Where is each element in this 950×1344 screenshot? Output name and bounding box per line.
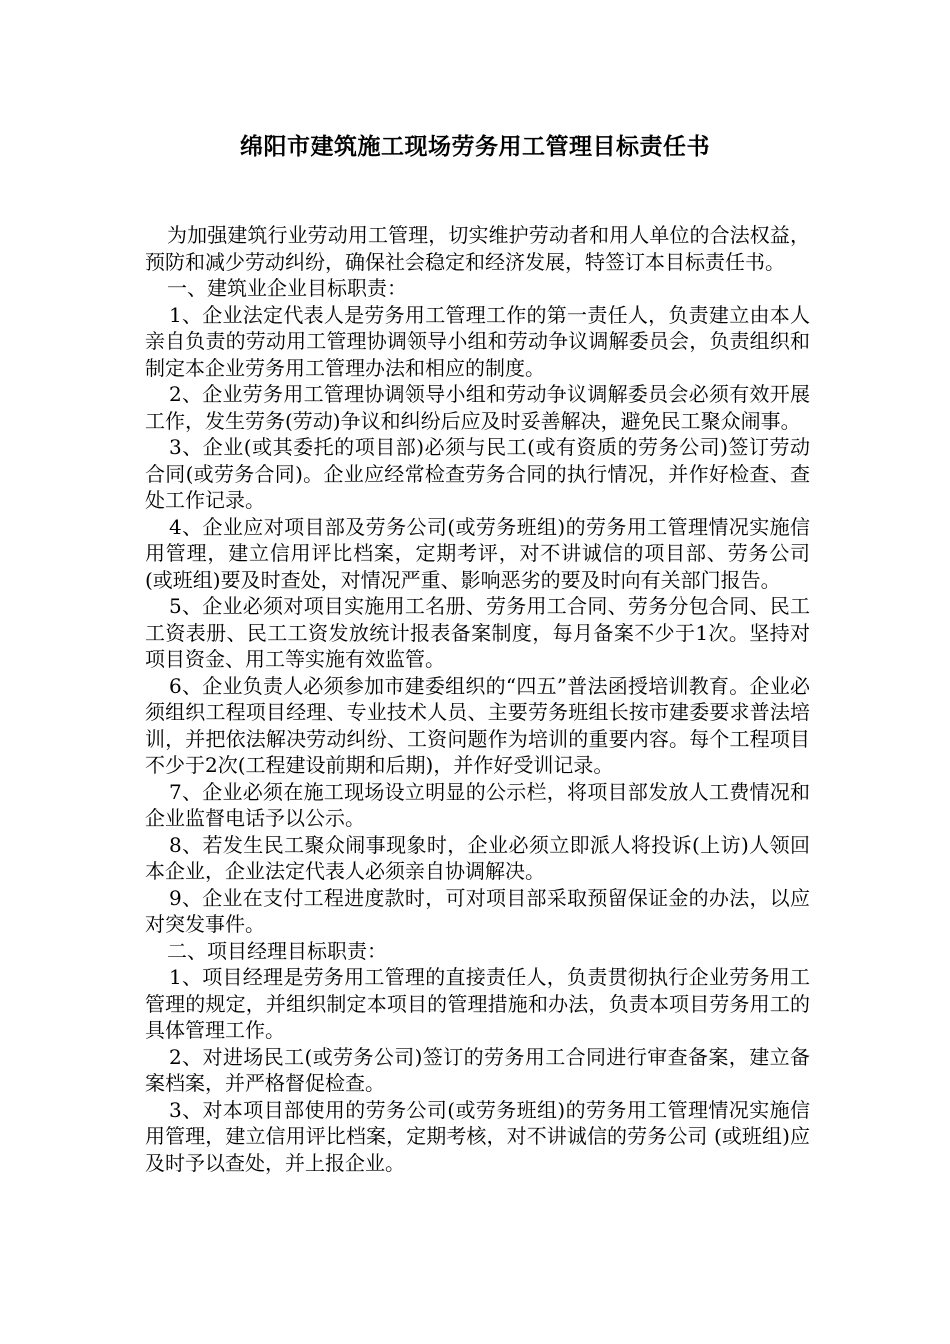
section-2-item-1: 1、项目经理是劳务用工管理的直接责任人，负责贯彻执行企业劳务用工管理的规定，并组织制定本项目的管理措施和办法，负责本项目劳务用工的具体管理工作。 — [145, 965, 810, 1042]
section-1-item-1: 1、企业法定代表人是劳务用工管理工作的第一责任人，负责建立由本人亲自负责的劳动用工管理协调领导小组和劳动争议调解委员会，负责组织和制定本企业劳务用工管理办法和相应的制度。 — [145, 302, 810, 380]
section-1-item-8: 8、若发生民工聚众闹事现象时，企业必须立即派人将投诉(上访)人领回本企业，企业法定代表人必须亲自协调解决。 — [145, 832, 810, 883]
section-2-heading: 二、项目经理目标职责： — [167, 938, 387, 963]
section-1-item-7: 7、企业必须在施工现场设立明显的公示栏，将项目部发放人工费情况和企业监督电话予以公示。 — [145, 779, 810, 830]
section-1-heading: 一、建筑业企业目标职责： — [167, 276, 407, 300]
section-2-item-3: 3、对本项目部使用的劳务公司(或劳务班组)的劳务用工管理情况实施信用管理，建立信用评比档案，定期考核，对不讲诚信的劳务公司 (或班组)应及时予以查处，并上报企业。 — [145, 1097, 810, 1175]
section-2-item-2: 2、对进场民工(或劳务公司)签订的劳务用工合同进行审查备案，建立备案档案，并严格督促检查。 — [145, 1044, 810, 1095]
section-1-item-4: 4、企业应对项目部及劳务公司(或劳务班组)的劳务用工管理情况实施信用管理，建立信用评比档案，定期考评，对不讲诚信的项目部、劳务公司(或班组)要及时查处，对情况严重、影响恶劣的要及时向有关部门报告。 — [145, 514, 810, 592]
document-title: 绵阳市建筑施工现场劳务用工管理目标责任书 — [240, 134, 710, 160]
document-body — [145, 222, 810, 1176]
section-1-item-3: 3、企业(或其委托的项目部)必须与民工(或有资质的劳务公司)签订劳动合同(或劳务合同)。企业应经常检查劳务合同的执行情况，并作好检查、查处工作记录。 — [145, 435, 810, 512]
section-1-item-9: 9、企业在支付工程进度款时，可对项目部采取预留保证金的办法，以应对突发事件。 — [145, 885, 810, 936]
section-1-item-5: 5、企业必须对项目实施用工名册、劳务用工合同、劳务分包合同、民工工资表册、民工工资发放统计报表备案制度，每月备案不少于1次。坚持对项目资金、用工等实施有效监管。 — [145, 594, 810, 671]
section-1-item-6: 6、企业负责人必须参加市建委组织的“四五”普法函授培训教育。企业必须组织工程项目经理、专业技术人员、主要劳务班组长按市建委要求普法培训，并把依法解决劳动纠纷、工资问题作为培训的重要内容。每个工程项目不少于2次(工程建设前期和后期)，并作好受训记录。 — [145, 673, 810, 777]
intro-paragraph: 为加强建筑行业劳动用工管理，切实维护劳动者和用人单位的合法权益，预防和减少劳动纠纷，确保社会稳定和经济发展，特签订本目标责任书。 — [145, 223, 810, 274]
section-1-item-2: 2、企业劳务用工管理协调领导小组和劳动争议调解委员会必须有效开展工作，发生劳务(劳动)争议和纠纷后应及时妥善解决，避免民工聚众闹事。 — [145, 382, 810, 433]
